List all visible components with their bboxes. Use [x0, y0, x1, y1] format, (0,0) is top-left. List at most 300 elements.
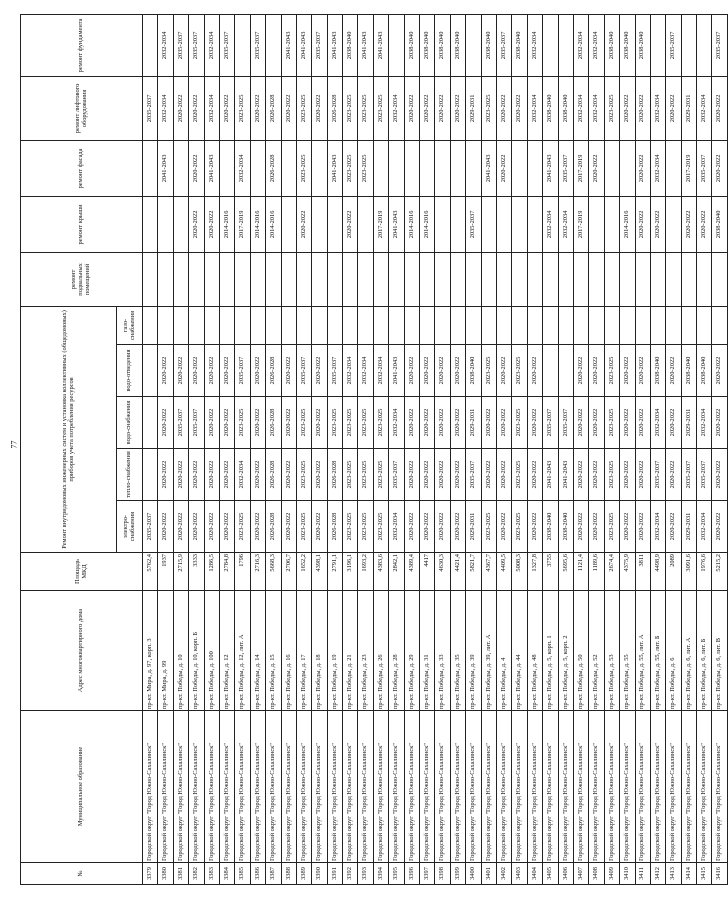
cell-water: 2023-2025	[343, 397, 358, 449]
cell-facade	[527, 140, 542, 196]
cell-heat: 2041-2043	[543, 449, 558, 501]
cell-basement	[250, 252, 265, 306]
cell-area: 1121,4	[573, 553, 588, 591]
cell-gas	[435, 306, 450, 344]
cell-electricity: 2020-2022	[496, 501, 511, 553]
cell-address: пр-кт. Победы, д. 18	[312, 591, 327, 711]
cell-elevator: 2032-2034	[527, 76, 542, 140]
cell-num: 3400	[466, 863, 481, 885]
cell-num: 3404	[527, 863, 542, 885]
cell-foundation: 2041-2043	[281, 14, 296, 76]
cell-address: пр-кт. Победы, д. 35	[450, 591, 465, 711]
cell-roof	[281, 196, 296, 252]
cell-elevator: 2020-2022	[435, 76, 450, 140]
header-gas: газо-снабжения	[117, 306, 143, 344]
cell-num: 3395	[389, 863, 404, 885]
table-row	[650, 14, 665, 884]
cell-elevator: 2026-2028	[327, 76, 342, 140]
cell-address: пр-кт. Победы, д. 5, корп. 2	[558, 591, 573, 711]
table-row	[235, 14, 250, 884]
cell-num: 3412	[650, 863, 665, 885]
header-facade: ремонт фасада	[21, 140, 143, 196]
cell-municipality: Городской округ "Город Южно-Сахалинск"	[543, 711, 558, 863]
cell-gas	[573, 306, 588, 344]
cell-municipality: Городской округ "Город Южно-Сахалинск"	[204, 711, 219, 863]
header-num: №	[21, 863, 143, 885]
cell-sewage: 2020-2022	[204, 345, 219, 397]
cell-basement	[343, 252, 358, 306]
header-basement: ремонт подвальных помещений	[21, 252, 143, 306]
cell-address: пр-кт. Победы, д. 55, лит. Б	[650, 591, 665, 711]
cell-gas	[173, 306, 188, 344]
cell-electricity: 2020-2022	[204, 501, 219, 553]
cell-area: 1327,8	[527, 553, 542, 591]
cell-foundation	[558, 14, 573, 76]
cell-foundation: 2035-2037	[496, 14, 511, 76]
cell-elevator: 2032-2034	[389, 76, 404, 140]
cell-gas	[235, 306, 250, 344]
cell-address: пр-кт. Победы, д. 23	[358, 591, 373, 711]
cell-foundation: 2041-2043	[327, 14, 342, 76]
cell-foundation	[650, 14, 665, 76]
header-roof: ремонт крыши	[21, 196, 143, 252]
cell-area: 4409,5	[496, 553, 511, 591]
cell-address: пр-кт. Победы, д. 21	[343, 591, 358, 711]
cell-municipality: Городской округ "Город Южно-Сахалинск"	[512, 711, 527, 863]
cell-sewage: 2020-2022	[589, 345, 604, 397]
cell-gas	[219, 306, 234, 344]
cell-num: 3384	[219, 863, 234, 885]
cell-elevator: 2020-2022	[250, 76, 265, 140]
cell-elevator: 2026-2028	[266, 76, 281, 140]
cell-elevator: 2032-2034	[697, 76, 712, 140]
cell-basement	[204, 252, 219, 306]
cell-elevator: 2023-2025	[296, 76, 311, 140]
cell-water: 2020-2022	[312, 397, 327, 449]
cell-electricity: 2023-2025	[373, 501, 388, 553]
cell-sewage: 2020-2022	[404, 345, 419, 397]
cell-num: 3407	[573, 863, 588, 885]
cell-electricity: 2038-2040	[543, 501, 558, 553]
table-row	[250, 14, 265, 884]
cell-gas	[158, 306, 173, 344]
cell-municipality: Городской округ "Город Южно-Сахалинск"	[712, 711, 727, 863]
cell-area: 2784,8	[219, 553, 234, 591]
cell-roof	[604, 196, 619, 252]
cell-num: 3389	[296, 863, 311, 885]
cell-electricity: 2020-2022	[173, 501, 188, 553]
table-row	[635, 14, 650, 884]
cell-basement	[173, 252, 188, 306]
cell-sewage: 2020-2022	[312, 345, 327, 397]
cell-basement	[573, 252, 588, 306]
cell-sewage: 2023-2025	[604, 345, 619, 397]
cell-heat: 2035-2037	[389, 449, 404, 501]
cell-sewage: 2038-2040	[466, 345, 481, 397]
cell-elevator: 2020-2022	[219, 76, 234, 140]
cell-address: пр-кт. Мира, д. 97, корп. 3	[143, 591, 158, 711]
cell-roof	[527, 196, 542, 252]
cell-gas	[604, 306, 619, 344]
cell-basement	[404, 252, 419, 306]
cell-water: 2020-2022	[250, 397, 265, 449]
cell-facade	[173, 140, 188, 196]
cell-address: пр-кт. Победы, д. 50	[573, 591, 588, 711]
cell-address: пр-кт. Победы, д. 26	[373, 591, 388, 711]
cell-basement	[558, 252, 573, 306]
cell-electricity: 2020-2022	[620, 501, 635, 553]
cell-gas	[620, 306, 635, 344]
cell-basement	[589, 252, 604, 306]
cell-foundation	[389, 14, 404, 76]
cell-gas	[250, 306, 265, 344]
cell-water: 2020-2022	[219, 397, 234, 449]
cell-sewage: 2035-2037	[296, 345, 311, 397]
cell-sewage: 2020-2022	[173, 345, 188, 397]
cell-electricity: 2023-2025	[512, 501, 527, 553]
cell-elevator: 2020-2022	[312, 76, 327, 140]
table-row	[189, 14, 204, 884]
cell-water: 2029-2031	[466, 397, 481, 449]
cell-basement	[420, 252, 435, 306]
cell-foundation: 2035-2037	[712, 14, 727, 76]
cell-gas	[327, 306, 342, 344]
cell-municipality: Городской округ "Город Южно-Сахалинск"	[481, 711, 496, 863]
cell-sewage: 2038-2040	[697, 345, 712, 397]
cell-facade	[620, 140, 635, 196]
cell-heat: 2023-2025	[512, 449, 527, 501]
cell-sewage: 2020-2022	[189, 345, 204, 397]
cell-municipality: Городской округ "Город Южно-Сахалинск"	[435, 711, 450, 863]
cell-roof: 2014-2016	[250, 196, 265, 252]
cell-gas	[512, 306, 527, 344]
cell-water: 2020-2022	[420, 397, 435, 449]
cell-electricity: 2035-2037	[143, 501, 158, 553]
cell-heat	[143, 449, 158, 501]
table-row	[143, 14, 158, 884]
cell-electricity: 2023-2025	[343, 501, 358, 553]
cell-water	[143, 397, 158, 449]
cell-address: пр-кт. Победы, д. 33	[435, 591, 450, 711]
cell-area: 4417	[420, 553, 435, 591]
cell-elevator: 2020-2022	[512, 76, 527, 140]
cell-electricity: 2020-2022	[250, 501, 265, 553]
table-row	[558, 14, 573, 884]
cell-roof: 2041-2043	[389, 196, 404, 252]
cell-gas	[558, 306, 573, 344]
cell-foundation: 2035-2037	[666, 14, 681, 76]
cell-num: 3403	[512, 863, 527, 885]
cell-water: 2020-2022	[635, 397, 650, 449]
cell-municipality: Городской округ "Город Южно-Сахалинск"	[189, 711, 204, 863]
cell-address: пр-кт. Победы, д. 29	[404, 591, 419, 711]
cell-electricity: 2032-2034	[389, 501, 404, 553]
cell-heat: 2020-2022	[204, 449, 219, 501]
cell-gas	[420, 306, 435, 344]
cell-foundation: 2038-2040	[435, 14, 450, 76]
cell-water: 2032-2034	[389, 397, 404, 449]
cell-heat: 2032-2034	[235, 449, 250, 501]
cell-area: 1693,2	[358, 553, 373, 591]
cell-facade: 2020-2022	[712, 140, 727, 196]
cell-area: 3333	[189, 553, 204, 591]
cell-foundation	[681, 14, 696, 76]
cell-basement	[373, 252, 388, 306]
cell-address: пр-кт. Победы, д. 12, лит. А	[235, 591, 250, 711]
cell-municipality: Городской округ "Город Южно-Сахалинск"	[250, 711, 265, 863]
cell-elevator: 2023-2025	[373, 76, 388, 140]
cell-electricity: 2020-2022	[712, 501, 727, 553]
cell-sewage	[543, 345, 558, 397]
cell-address: пр-кт. Победы, д. 31	[420, 591, 435, 711]
cell-electricity: 2020-2022	[666, 501, 681, 553]
cell-address: пр-кт. Победы, д. 48	[527, 591, 542, 711]
cell-heat: 2020-2022	[189, 449, 204, 501]
cell-sewage: 2020-2022	[712, 345, 727, 397]
cell-num: 3411	[635, 863, 650, 885]
cell-heat: 2020-2022	[620, 449, 635, 501]
table-row	[697, 14, 712, 884]
cell-facade	[219, 140, 234, 196]
cell-basement	[697, 252, 712, 306]
cell-sewage: 2020-2022	[573, 345, 588, 397]
cell-water: 2023-2025	[235, 397, 250, 449]
cell-gas	[404, 306, 419, 344]
cell-sewage: 2032-2034	[358, 345, 373, 397]
cell-roof: 2014-2016	[620, 196, 635, 252]
cell-area: 3091,6	[681, 553, 696, 591]
cell-basement	[450, 252, 465, 306]
cell-foundation: 2035-2037	[173, 14, 188, 76]
cell-water: 2035-2037	[189, 397, 204, 449]
cell-roof: 2020-2022	[650, 196, 665, 252]
cell-electricity: 2020-2022	[158, 501, 173, 553]
cell-municipality: Городской округ "Город Южно-Сахалинск"	[327, 711, 342, 863]
cell-sewage: 2020-2022	[620, 345, 635, 397]
cell-roof	[589, 196, 604, 252]
cell-facade	[466, 140, 481, 196]
cell-basement	[189, 252, 204, 306]
table-row	[158, 14, 173, 884]
cell-heat: 2035-2037	[681, 449, 696, 501]
cell-area: 3196,1	[343, 553, 358, 591]
cell-roof	[496, 196, 511, 252]
cell-area: 1937	[158, 553, 173, 591]
cell-facade	[666, 140, 681, 196]
header-area: Площадь МКД	[21, 553, 143, 591]
cell-foundation	[235, 14, 250, 76]
cell-electricity: 2029-2031	[681, 501, 696, 553]
header-water: водо-снабжения	[117, 397, 143, 449]
cell-facade: 2035-2037	[697, 140, 712, 196]
cell-sewage: 2032-2034	[343, 345, 358, 397]
cell-area: 1976,6	[697, 553, 712, 591]
cell-num: 3409	[604, 863, 619, 885]
cell-water: 2020-2022	[481, 397, 496, 449]
cell-num: 3396	[404, 863, 419, 885]
cell-basement	[527, 252, 542, 306]
table-row	[373, 14, 388, 884]
cell-foundation: 2032-2034	[573, 14, 588, 76]
cell-municipality: Городской округ "Город Южно-Сахалинск"	[343, 711, 358, 863]
cell-electricity: 2020-2022	[573, 501, 588, 553]
cell-sewage: 2020-2022	[219, 345, 234, 397]
cell-sewage	[143, 345, 158, 397]
cell-facade	[250, 140, 265, 196]
cell-sewage: 2020-2022	[666, 345, 681, 397]
cell-elevator: 2020-2022	[173, 76, 188, 140]
cell-num: 3386	[250, 863, 265, 885]
cell-electricity: 2020-2022	[420, 501, 435, 553]
cell-electricity: 2029-2031	[466, 501, 481, 553]
cell-roof: 2020-2022	[635, 196, 650, 252]
cell-area: 5821,7	[466, 553, 481, 591]
cell-municipality: Городской округ "Город Южно-Сахалинск"	[389, 711, 404, 863]
header-sewage: водо-отведения	[117, 345, 143, 397]
header-electricity: электро-снабжения	[117, 501, 143, 553]
cell-basement	[650, 252, 665, 306]
cell-num: 3387	[266, 863, 281, 885]
cell-sewage: 2023-2025	[512, 345, 527, 397]
cell-area: 4398,1	[312, 553, 327, 591]
cell-municipality: Городской округ "Город Южно-Сахалинск"	[158, 711, 173, 863]
cell-num: 3406	[558, 863, 573, 885]
cell-elevator: 2020-2022	[404, 76, 419, 140]
cell-roof	[143, 196, 158, 252]
cell-foundation: 2035-2037	[250, 14, 265, 76]
cell-heat: 2020-2022	[527, 449, 542, 501]
cell-water: 2020-2022	[589, 397, 604, 449]
cell-elevator: 2029-2031	[681, 76, 696, 140]
cell-foundation: 2041-2043	[373, 14, 388, 76]
cell-facade: 2041-2043	[158, 140, 173, 196]
cell-electricity: 2020-2022	[435, 501, 450, 553]
cell-address: пр-кт. Победы, д. 12	[219, 591, 234, 711]
cell-gas	[143, 306, 158, 344]
cell-elevator: 2032-2034	[573, 76, 588, 140]
cell-address: пр-кт. Победы, д. 6, лит. В	[712, 591, 727, 711]
table-header	[21, 14, 143, 884]
cell-electricity: 2026-2028	[327, 501, 342, 553]
cell-area: 4367,7	[481, 553, 496, 591]
cell-water: 2023-2025	[604, 397, 619, 449]
cell-gas	[650, 306, 665, 344]
cell-gas	[266, 306, 281, 344]
table-row	[281, 14, 296, 884]
cell-basement	[604, 252, 619, 306]
cell-roof: 2032-2034	[543, 196, 558, 252]
cell-facade	[312, 140, 327, 196]
cell-electricity: 2020-2022	[189, 501, 204, 553]
cell-area: 1286,5	[204, 553, 219, 591]
cell-facade: 2041-2043	[204, 140, 219, 196]
cell-elevator: 2023-2025	[604, 76, 619, 140]
cell-area: 1652,2	[296, 553, 311, 591]
cell-num: 3383	[204, 863, 219, 885]
cell-facade	[373, 140, 388, 196]
cell-facade	[420, 140, 435, 196]
table-body	[143, 14, 728, 884]
cell-roof: 2032-2034	[558, 196, 573, 252]
cell-electricity: 2023-2025	[358, 501, 373, 553]
cell-elevator: 2032-2034	[650, 76, 665, 140]
table-row	[327, 14, 342, 884]
cell-area: 2674,4	[604, 553, 619, 591]
cell-water: 2020-2022	[204, 397, 219, 449]
header-municipality: Муниципальное образование	[21, 711, 143, 863]
cell-basement	[496, 252, 511, 306]
cell-municipality: Городской округ "Город Южно-Сахалинск"	[296, 711, 311, 863]
cell-gas	[481, 306, 496, 344]
cell-gas	[681, 306, 696, 344]
cell-facade: 2020-2022	[589, 140, 604, 196]
cell-address: пр-кт. Победы, д. 10	[173, 591, 188, 711]
cell-num: 3398	[435, 863, 450, 885]
cell-heat: 2023-2025	[296, 449, 311, 501]
cell-electricity: 2032-2034	[650, 501, 665, 553]
cell-electricity: 2020-2022	[589, 501, 604, 553]
cell-municipality: Городской округ "Город Южно-Сахалинск"	[604, 711, 619, 863]
cell-area: 4375,9	[620, 553, 635, 591]
cell-area: 5008,3	[512, 553, 527, 591]
cell-heat: 2041-2043	[558, 449, 573, 501]
cell-basement	[512, 252, 527, 306]
cell-num: 3381	[173, 863, 188, 885]
cell-electricity: 2026-2028	[266, 501, 281, 553]
cell-basement	[143, 252, 158, 306]
cell-heat: 2023-2025	[373, 449, 388, 501]
cell-heat: 2020-2022	[666, 449, 681, 501]
cell-heat: 2020-2022	[450, 449, 465, 501]
cell-roof: 2035-2037	[466, 196, 481, 252]
cell-heat: 2020-2022	[712, 449, 727, 501]
cell-num: 3401	[481, 863, 496, 885]
cell-heat: 2035-2037	[650, 449, 665, 501]
cell-sewage: 2041-2043	[389, 345, 404, 397]
cell-roof	[481, 196, 496, 252]
table-row	[296, 14, 311, 884]
cell-roof: 2014-2016	[266, 196, 281, 252]
cell-area: 2089	[666, 553, 681, 591]
cell-address: пр-кт. Мира, д. 99	[158, 591, 173, 711]
cell-address: пр-кт. Победы, д. 55, лит. А	[635, 591, 650, 711]
table-row	[512, 14, 527, 884]
cell-sewage	[558, 345, 573, 397]
cell-municipality: Городской округ "Город Южно-Сахалинск"	[219, 711, 234, 863]
cell-municipality: Городской округ "Город Южно-Сахалинск"	[666, 711, 681, 863]
cell-heat: 2020-2022	[635, 449, 650, 501]
cell-num: 3392	[343, 863, 358, 885]
cell-heat: 2020-2022	[496, 449, 511, 501]
cell-municipality: Городской округ "Город Южно-Сахалинск"	[143, 711, 158, 863]
cell-num: 3413	[666, 863, 681, 885]
cell-electricity: 2023-2025	[296, 501, 311, 553]
cell-heat: 2035-2037	[697, 449, 712, 501]
cell-sewage: 2020-2022	[158, 345, 173, 397]
cell-basement	[481, 252, 496, 306]
cell-municipality: Городской округ "Город Южно-Сахалинск"	[496, 711, 511, 863]
cell-gas	[373, 306, 388, 344]
cell-water: 2020-2022	[404, 397, 419, 449]
cell-water: 2035-2037	[558, 397, 573, 449]
cell-sewage: 2020-2022	[527, 345, 542, 397]
cell-foundation: 2038-2040	[343, 14, 358, 76]
cell-facade	[404, 140, 419, 196]
cell-address: пр-кт. Победы, д. 44	[512, 591, 527, 711]
cell-electricity: 2023-2025	[235, 501, 250, 553]
cell-area: 5762,4	[143, 553, 158, 591]
cell-area: 1796	[235, 553, 250, 591]
